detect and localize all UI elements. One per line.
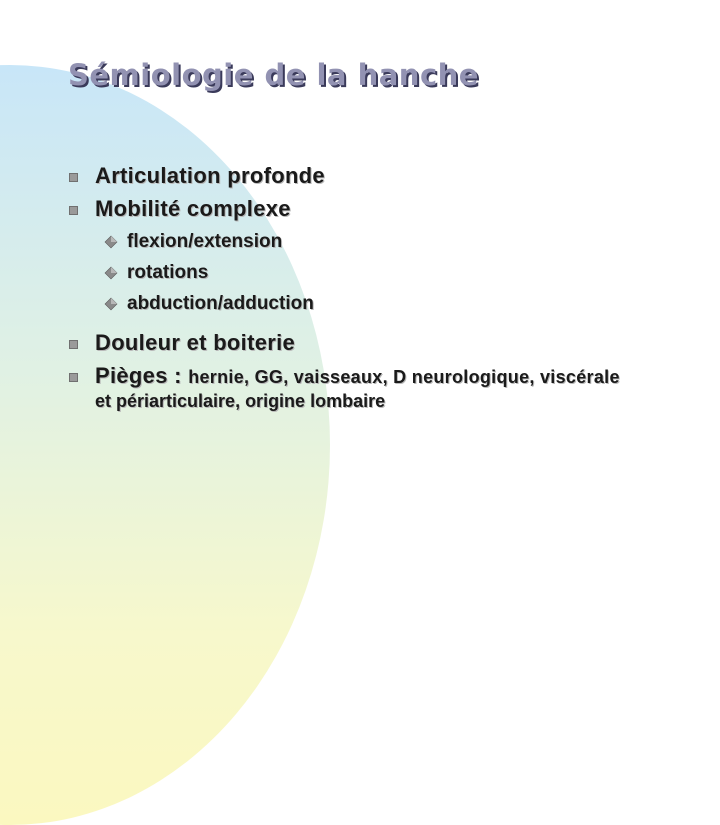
bullet-pieges	[95, 363, 620, 389]
square-bullet-icon	[69, 206, 78, 215]
diamond-bullet-icon	[104, 235, 118, 249]
square-bullet-icon	[69, 373, 78, 382]
diamond-bullet-icon	[104, 266, 118, 280]
sub-bullet-rotations: rotations	[127, 262, 209, 283]
pieges-label: Pièges :	[95, 363, 189, 388]
pieges-continuation: et périarticulaire, origine lombaire	[95, 391, 386, 411]
bullet-articulation: Articulation profonde	[95, 163, 325, 188]
bullet-mobilite: Mobilité complexe	[95, 196, 291, 221]
slide-title: Sémiologie de la hanche	[68, 58, 479, 92]
sub-bullet-abduction: abduction/adduction	[127, 293, 314, 314]
bullet-douleur: Douleur et boiterie	[95, 330, 296, 355]
square-bullet-icon	[69, 173, 78, 182]
square-bullet-icon	[69, 340, 78, 349]
pieges-detail: hernie, GG, vaisseaux, D neurologique, viscérale	[188, 367, 620, 387]
sub-bullet-flexion: flexion/extension	[127, 231, 283, 252]
diamond-bullet-icon	[104, 297, 118, 311]
